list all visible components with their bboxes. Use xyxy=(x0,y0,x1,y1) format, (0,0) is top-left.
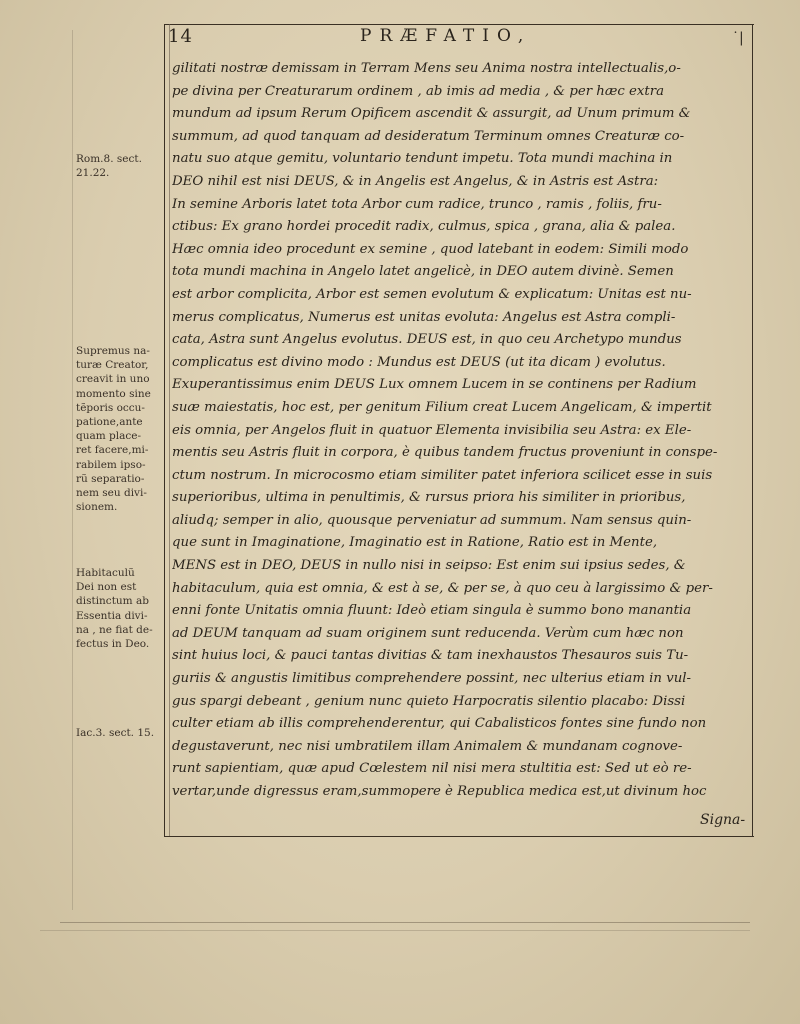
text-line: summum, ad quod tanquam ad desideratum Terminum omnes Creaturæ co- xyxy=(172,128,685,144)
margin-note-line: rũ separatio- xyxy=(76,472,145,485)
margin-note-line: distinctum ab xyxy=(76,595,149,608)
page-edge-line xyxy=(60,922,750,923)
text-line: DEO nihil est nisi DEUS, & in Angelis est Angelus, & in Astris est Astra: xyxy=(172,173,659,189)
margin-note-line: Essentia divi- xyxy=(76,609,148,622)
margin-note-line: sionem. xyxy=(76,501,118,514)
corner-mark-icon: ˙| xyxy=(732,30,744,46)
text-line: merus complicatus, Numerus est unitas evoluta: Angelus est Astra compli- xyxy=(172,309,676,325)
margin-note-line: 21.22. xyxy=(76,167,110,180)
text-line: superioribus, ultima in penultimis, & rursus priora his similiter in prioribus, xyxy=(172,490,686,506)
margin-note-line: turæ Creator, xyxy=(76,359,149,372)
margin-note-line: quam place- xyxy=(76,430,142,443)
text-line: ad DEUM tanquam ad suam originem sunt reducenda. Verùm cum hæc non xyxy=(172,625,684,641)
margin-note-line: fectus in Deo. xyxy=(76,638,150,651)
margin-note-gloss xyxy=(76,566,164,651)
margin-note-line: ret facere,mi- xyxy=(76,444,149,457)
text-line: Hæc omnia ideo procedunt ex semine , quod latebant in eodem: Simili modo xyxy=(172,241,689,257)
margin-note-line: Dei non est xyxy=(76,581,137,594)
text-line: guriis & angustis limitibus comprehendere possint, nec ulterius etiam in vul- xyxy=(172,671,692,687)
margin-note-reference xyxy=(76,152,164,180)
margin-note-line: nem seu divi- xyxy=(76,487,147,500)
text-line: tota mundi machina in Angelo latet angelicè, in DEO autem divinè. Semen xyxy=(172,264,674,280)
margin-note-line: Rom.8. sect. xyxy=(76,153,142,165)
text-line: mundum ad ipsum Rerum Opificem ascendit & assurgit, ad Unum primum & xyxy=(172,106,691,122)
text-frame-left-inner xyxy=(169,24,170,836)
margin-note-line: creavit in uno xyxy=(76,373,150,386)
margin-note-line: rabilem ipso- xyxy=(76,458,146,471)
text-line: est arbor complicita, Arbor est semen evolutum & explicatum: Unitas est nu- xyxy=(172,286,692,302)
catchword: Signa- xyxy=(700,812,746,828)
text-line: ctum nostrum. In microcosmo etiam similiter patet inferiora scilicet esse in suis xyxy=(172,467,713,483)
text-line: vertar,unde digressus eram,summopere è Republica medica est,ut divinum hoc xyxy=(172,784,707,799)
margin-note-line: na , ne fiat de- xyxy=(76,623,153,636)
text-line: gus spargi debeant , genium nunc quieto Harpocratis silentio placabo: Dissi xyxy=(172,693,686,709)
text-line: aliudq; semper in alio, quousque perveniatur ad summum. Nam sensus quin- xyxy=(172,512,692,528)
text-line: degustaverunt, nec nisi umbratilem illam Animalem & mundanam cognove- xyxy=(172,738,683,754)
text-line: suæ maiestatis, hoc est, per genitum Filium creat Lucem Angelicam, & impertit xyxy=(172,399,712,415)
text-line: habitaculum, quia est omnia, & est à se, & per se, à quo ceu à largissimo & per- xyxy=(172,580,713,596)
margin-note-line: Habitaculũ xyxy=(76,567,135,579)
text-line: Exuperantissimus enim DEUS Lux omnem Lucem in se continens per Radium xyxy=(172,377,697,393)
text-frame-bottom xyxy=(164,836,754,837)
margin-note-gloss xyxy=(76,344,164,514)
margin-note-line: momento sine xyxy=(76,387,151,400)
margin-note-line: tẽporis occu- xyxy=(76,401,145,414)
text-line: mentis seu Astris fluit in corpora, è quibus tandem fructus proveniunt in conspe- xyxy=(172,445,718,461)
text-line: que sunt in Imaginatione, Imaginatio est in Ratione, Ratio est in Mente, xyxy=(172,535,658,551)
text-line: cata, Astra sunt Angelus evolutus. DEUS est, in quo ceu Archetypo mundus xyxy=(172,332,682,348)
text-line: sint huius loci, & pauci tantas divitias & tam inexhaustos Thesauros suis Tu- xyxy=(172,648,689,664)
text-line: eis omnia, per Angelos fluit in quatuor Elementa invisibilia seu Astra: ex Ele- xyxy=(172,422,692,438)
text-line: In semine Arboris latet tota Arbor cum radice, trunco , ramis , foliis, fru- xyxy=(172,196,662,212)
text-line: culter etiam ab illis comprehenderentur, qui Cabalisticos fontes sine fundo non xyxy=(172,716,707,732)
margin-note-line: Supremus na- xyxy=(76,345,150,357)
running-title: PRÆFATIO, xyxy=(360,26,532,46)
main-text-block xyxy=(172,58,754,804)
text-line: ctibus: Ex grano hordei procedit radix, culmus, spica , grana, alia & palea. xyxy=(172,219,676,235)
text-line: enni fonte Unitatis omnia fluunt: Ideò etiam singula è summo bono manantia xyxy=(172,603,692,619)
margin-note-reference xyxy=(76,726,164,740)
margin-note-line: Iac.3. sect. 15. xyxy=(76,727,155,739)
page-edge-line xyxy=(72,30,73,910)
text-frame-left xyxy=(164,24,165,836)
margin-note-line: patione,ante xyxy=(76,416,143,429)
text-line: runt sapientiam, quæ apud Cœlestem nil nisi mera stultitia est: Sed ut eò re- xyxy=(172,761,692,777)
page-number: 14 xyxy=(168,26,193,47)
text-line: complicatus est divino modo : Mundus est DEUS (ut ita dicam ) evolutus. xyxy=(172,354,666,370)
text-line: MENS est in DEO, DEUS in nullo nisi in seipso: Est enim sui ipsius sedes, & xyxy=(172,558,686,574)
text-frame-top xyxy=(164,24,754,25)
text-line: gilitati nostræ demissam in Terram Mens seu Anima nostra intellectualis,o- xyxy=(172,61,681,76)
text-line: pe divina per Creaturarum ordinem , ab imis ad media , & per hæc extra xyxy=(172,83,665,99)
text-line: natu suo atque gemitu, voluntario tendunt impetu. Tota mundi machina in xyxy=(172,151,673,167)
page-edge-line xyxy=(40,930,750,931)
